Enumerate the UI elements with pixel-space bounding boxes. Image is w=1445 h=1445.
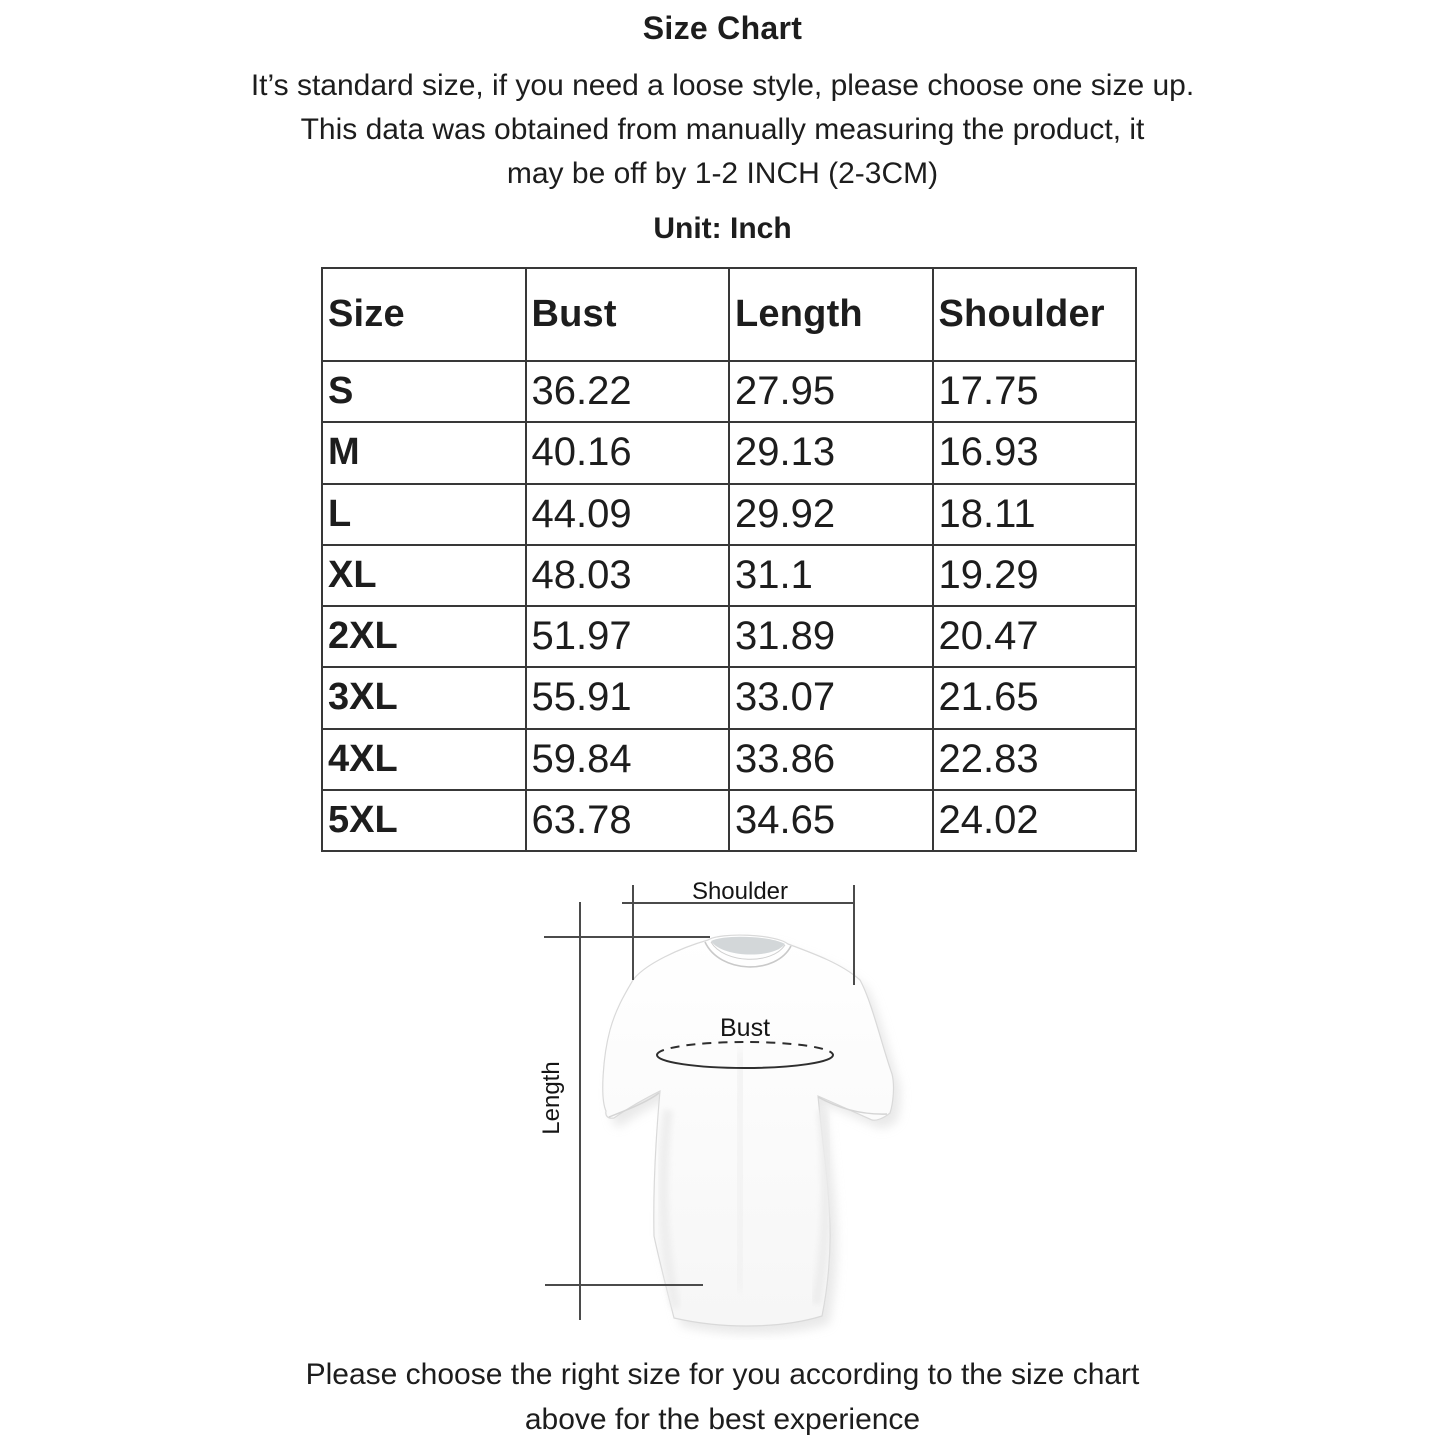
tshirt-measurement-diagram <box>470 860 1030 1340</box>
table-row <box>322 790 1136 851</box>
size-cell: 4XL <box>322 729 526 790</box>
table-row <box>322 545 1136 606</box>
value-cell: 29.92 <box>729 484 933 545</box>
table-row <box>322 422 1136 483</box>
size-cell: M <box>322 422 526 483</box>
value-cell: 31.89 <box>729 606 933 667</box>
size-table <box>321 267 1137 852</box>
value-cell: 22.83 <box>933 729 1137 790</box>
table-row <box>322 667 1136 728</box>
shoulder-label: Shoulder <box>691 878 789 905</box>
value-cell: 34.65 <box>729 790 933 851</box>
value-cell: 18.11 <box>933 484 1137 545</box>
intro-line: This data was obtained from manually measuring the product, it <box>300 113 1145 146</box>
value-cell: 33.86 <box>729 729 933 790</box>
size-cell: S <box>322 361 526 422</box>
header-row <box>322 268 1136 361</box>
table-row <box>322 484 1136 545</box>
bust-label: Bust <box>719 1014 771 1042</box>
value-cell: 31.1 <box>729 545 933 606</box>
value-cell: 40.16 <box>526 422 730 483</box>
length-label: Length <box>538 1061 565 1135</box>
footer-line: above for the best experience <box>524 1403 921 1436</box>
size-cell: 3XL <box>322 667 526 728</box>
size-table-head <box>322 268 1136 361</box>
unit-label: Unit: Inch <box>653 212 792 245</box>
column-header: Bust <box>526 268 730 361</box>
size-cell: L <box>322 484 526 545</box>
table-row <box>322 606 1136 667</box>
size-cell: 2XL <box>322 606 526 667</box>
page-title: Size Chart <box>642 10 803 46</box>
column-header: Length <box>729 268 933 361</box>
value-cell: 17.75 <box>933 361 1137 422</box>
table-row <box>322 729 1136 790</box>
value-cell: 33.07 <box>729 667 933 728</box>
value-cell: 24.02 <box>933 790 1137 851</box>
value-cell: 44.09 <box>526 484 730 545</box>
footer-note <box>0 1352 1445 1442</box>
intro-text <box>0 64 1445 196</box>
value-cell: 19.29 <box>933 545 1137 606</box>
column-header: Shoulder <box>933 268 1137 361</box>
value-cell: 51.97 <box>526 606 730 667</box>
value-cell: 27.95 <box>729 361 933 422</box>
size-table-body <box>322 361 1136 851</box>
value-cell: 16.93 <box>933 422 1137 483</box>
column-header: Size <box>322 268 526 361</box>
value-cell: 21.65 <box>933 667 1137 728</box>
value-cell: 63.78 <box>526 790 730 851</box>
value-cell: 48.03 <box>526 545 730 606</box>
intro-line: It’s standard size, if you need a loose style, please choose one size up. <box>250 69 1195 102</box>
footer-line: Please choose the right size for you according to the size chart <box>305 1358 1140 1391</box>
intro-line: may be off by 1-2 INCH (2-3CM) <box>506 157 939 190</box>
size-cell: 5XL <box>322 790 526 851</box>
value-cell: 55.91 <box>526 667 730 728</box>
value-cell: 36.22 <box>526 361 730 422</box>
table-row <box>322 361 1136 422</box>
tshirt-graphic <box>603 935 894 1326</box>
value-cell: 29.13 <box>729 422 933 483</box>
size-cell: XL <box>322 545 526 606</box>
value-cell: 59.84 <box>526 729 730 790</box>
value-cell: 20.47 <box>933 606 1137 667</box>
shirt-fold-center <box>738 1050 742 1290</box>
